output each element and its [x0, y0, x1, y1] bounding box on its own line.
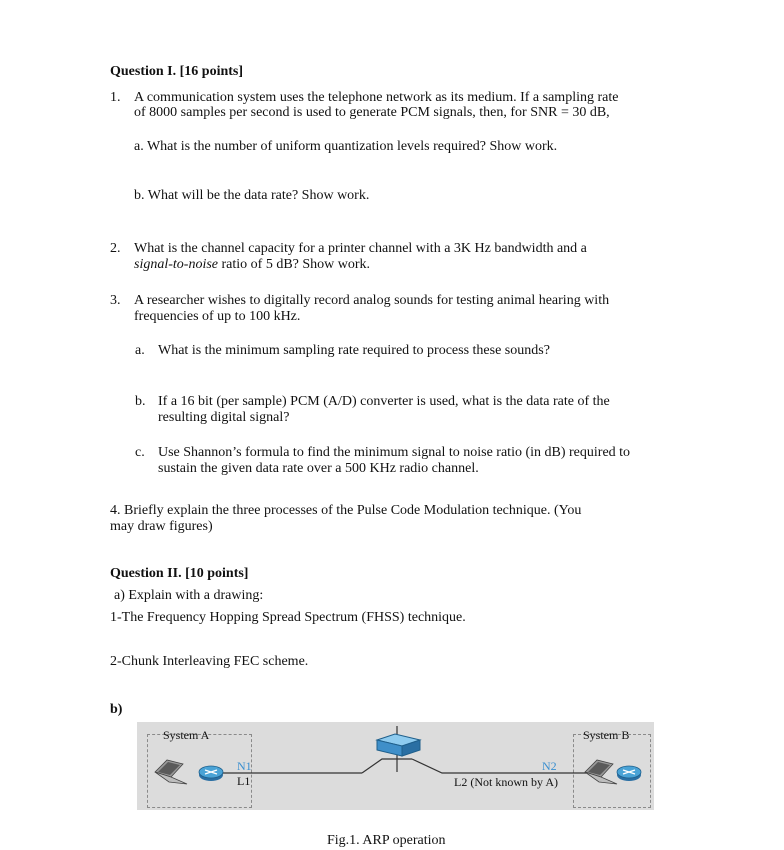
item-1-line-1: A communication system uses the telephone network as its medium. If a sampling rate	[134, 90, 619, 105]
item-3-line-2: frequencies of up to 100 kHz.	[134, 309, 301, 324]
item-3b-line-1: If a 16 bit (per sample) PCM (A/D) converter is used, what is the data rate of the	[158, 394, 610, 409]
item-1-line-2: of 8000 samples per second is used to generate PCM signals, then, for SNR = 30 dB,	[134, 105, 610, 120]
node-b-icon	[617, 766, 641, 781]
item-1-number: 1.	[110, 90, 121, 105]
item-2-line-2	[134, 257, 370, 273]
part-a-item-2: 2-Chunk Interleaving FEC scheme.	[110, 654, 309, 669]
item-4-line-1: 4. Briefly explain the three processes of the Pulse Code Modulation technique. (You	[110, 503, 582, 518]
item-3b-line-2: resulting digital signal?	[158, 410, 290, 425]
node-a-icon	[199, 766, 223, 781]
item-1a-question: a. What is the number of uniform quantization levels required? Show work.	[134, 139, 558, 154]
part-b-label: b)	[110, 702, 123, 717]
arp-figure	[137, 722, 654, 810]
question-1-title: Question I. [16 points]	[110, 64, 244, 79]
figure-caption: Fig.1. ARP operation	[327, 833, 446, 848]
snr-italic-term: signal-to-noise	[134, 257, 218, 272]
question-2-title: Question II. [10 points]	[110, 566, 249, 581]
item-3-line-1: A researcher wishes to digitally record analog sounds for testing animal hearing with	[134, 293, 610, 308]
part-a-item-1: 1-The Frequency Hopping Spread Spectrum (FHSS) technique.	[110, 610, 466, 625]
laptop-b-icon	[585, 760, 617, 784]
switch-icon	[377, 734, 420, 756]
item-3c-line-2: sustain the given data rate over a 500 KHz radio channel.	[158, 461, 479, 476]
item-2-number: 2.	[110, 241, 121, 256]
item-3c-label: c.	[135, 445, 145, 460]
item-3b-label: b.	[135, 394, 146, 409]
part-a-prompt: a) Explain with a drawing:	[114, 588, 264, 603]
l2-label: L2 (Not known by A)	[454, 775, 558, 789]
l1-label: L1	[237, 774, 251, 788]
item-3a-label: a.	[135, 343, 145, 358]
item-2-line-1: What is the channel capacity for a printer channel with a 3K Hz bandwidth and a	[134, 241, 587, 256]
n2-label: N2	[542, 759, 557, 773]
link-l2	[412, 759, 589, 773]
item-1b-question: b. What will be the data rate? Show work.	[134, 188, 370, 203]
arp-network-diagram	[137, 722, 654, 810]
item-3c-line-1: Use Shannon’s formula to find the minimum signal to noise ratio (in dB) required to	[158, 445, 631, 460]
item-2-line-2-rest: ratio of 5 dB? Show work.	[218, 257, 371, 272]
system-b-label: System B	[583, 728, 630, 742]
item-3a-question: What is the minimum sampling rate required to process these sounds?	[158, 343, 550, 358]
laptop-a-icon	[155, 760, 187, 784]
item-4-line-2: may draw figures)	[110, 519, 213, 534]
link-l1-riser	[362, 759, 412, 773]
item-3-number: 3.	[110, 293, 121, 308]
n1-label: N1	[237, 759, 252, 773]
system-a-label: System A	[163, 728, 210, 742]
